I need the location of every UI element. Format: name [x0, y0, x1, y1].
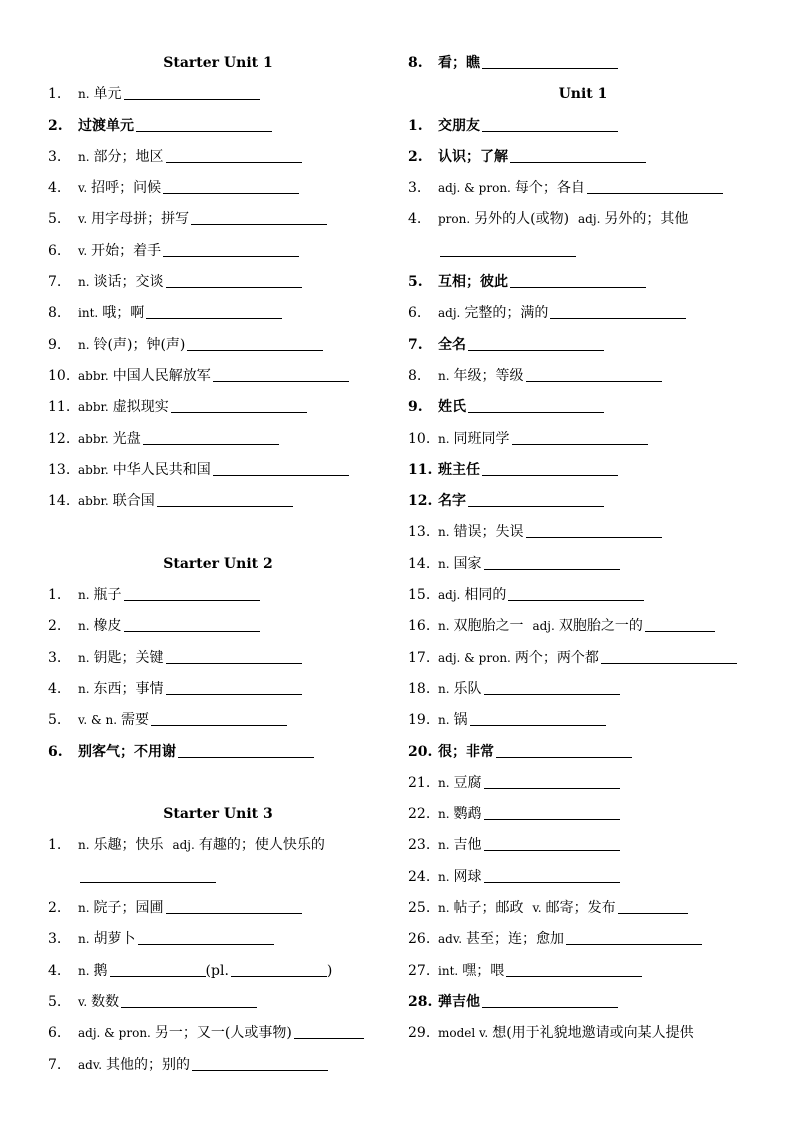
- right-column: [408, 48, 758, 1050]
- item-number: 3.: [48, 649, 62, 666]
- item-number: 7.: [408, 336, 423, 353]
- answer-blank[interactable]: [166, 273, 302, 288]
- item-number: 12.: [408, 493, 433, 510]
- item-number: 18.: [408, 680, 431, 697]
- part-of-speech: n.: [78, 838, 90, 853]
- item-number: 3.: [48, 931, 62, 948]
- item-meaning: 名字: [438, 493, 466, 510]
- part-of-speech: n.: [78, 149, 90, 164]
- item-meaning: 东西；事情: [93, 680, 164, 697]
- answer-blank[interactable]: [587, 179, 723, 194]
- part-of-speech: n.: [78, 275, 90, 290]
- item-meaning: 开始；着手: [91, 242, 162, 259]
- part-of-speech: n.: [78, 901, 90, 916]
- item-number: 6.: [48, 743, 63, 760]
- item-meaning: 相同的: [464, 587, 507, 604]
- item-meaning: 数数: [91, 993, 120, 1010]
- vocab-item: [48, 830, 388, 861]
- item-number: 25.: [408, 900, 431, 917]
- answer-blank[interactable]: [482, 993, 618, 1008]
- part-of-speech: n.: [78, 337, 90, 352]
- part-of-speech: n.: [78, 619, 90, 634]
- vocab-item: [48, 204, 388, 235]
- item-meaning: 联合国: [112, 493, 155, 510]
- part-of-speech: v.: [78, 212, 88, 227]
- item-number: 14.: [48, 493, 71, 510]
- answer-blank[interactable]: [231, 962, 327, 977]
- item-number: 7.: [48, 274, 62, 291]
- vocab-item: [408, 392, 758, 423]
- item-meaning: 胡萝卜: [93, 931, 136, 948]
- item-number: 20.: [408, 743, 433, 760]
- vocab-item: [48, 361, 388, 392]
- vocab-item: [48, 392, 388, 423]
- answer-blank[interactable]: [171, 398, 307, 413]
- answer-blank[interactable]: [512, 430, 648, 445]
- vocab-item: [408, 956, 758, 987]
- part-of-speech: pron.: [438, 212, 471, 227]
- item-meaning: 国家: [453, 555, 482, 572]
- answer-blank[interactable]: [482, 117, 618, 132]
- answer-blank[interactable]: [526, 367, 662, 382]
- vocab-item: [48, 987, 388, 1018]
- item-number: 5.: [48, 993, 62, 1010]
- item-number: 15.: [408, 587, 431, 604]
- vocab-item: [408, 330, 758, 361]
- part-of-speech: n.: [78, 588, 90, 603]
- section-title: Starter Unit 2: [163, 555, 273, 572]
- item-number: 6.: [408, 305, 422, 322]
- vocab-item: [408, 455, 758, 486]
- section-gap: [48, 768, 388, 799]
- plural-label: (pl.: [205, 962, 229, 979]
- item-meaning: 双胞胎之一: [453, 618, 524, 635]
- part-of-speech: n.: [438, 619, 450, 634]
- answer-blank[interactable]: [138, 930, 274, 945]
- item-number: 23.: [408, 837, 431, 854]
- answer-blank[interactable]: [80, 868, 216, 883]
- part-of-speech: model v.: [438, 1026, 489, 1041]
- part-of-speech: n.: [438, 368, 450, 383]
- part-of-speech: adj.: [438, 306, 461, 321]
- item-number: 13.: [48, 461, 71, 478]
- item-number: 5.: [48, 211, 62, 228]
- answer-blank[interactable]: [526, 523, 662, 538]
- vocab-item: [408, 204, 758, 235]
- item-number: 4.: [48, 962, 62, 979]
- part-of-speech: v.: [78, 994, 88, 1009]
- answer-blank[interactable]: [482, 461, 618, 476]
- item-number: 10.: [408, 430, 431, 447]
- vocab-item: [48, 111, 388, 142]
- part-of-speech: v.: [532, 901, 542, 916]
- answer-blank[interactable]: [166, 899, 302, 914]
- answer-blank[interactable]: [550, 304, 686, 319]
- vocab-item: [48, 924, 388, 955]
- item-number: 4.: [408, 211, 422, 228]
- vocab-item: [48, 611, 388, 642]
- vocab-item: [48, 267, 388, 298]
- item-meaning: 班主任: [438, 461, 480, 478]
- part-of-speech: n.: [438, 556, 450, 571]
- item-meaning: 虚拟现实: [112, 399, 169, 416]
- section-title: Unit 1: [558, 86, 608, 103]
- part-of-speech: n.: [438, 869, 450, 884]
- answer-blank[interactable]: [124, 85, 260, 100]
- answer-blank[interactable]: [566, 930, 702, 945]
- answer-blank[interactable]: [468, 492, 604, 507]
- answer-blank[interactable]: [178, 743, 314, 758]
- item-number: 14.: [408, 555, 431, 572]
- part-of-speech: int.: [438, 963, 459, 978]
- item-number: 2.: [408, 148, 423, 165]
- vocab-item: [408, 643, 758, 674]
- item-meaning: 另外的人(或物): [474, 211, 570, 228]
- plural-close: ): [326, 962, 333, 979]
- vocab-item: [48, 643, 388, 674]
- answer-blank[interactable]: [191, 210, 327, 225]
- part-of-speech: n.: [438, 431, 450, 446]
- answer-blank[interactable]: [136, 117, 272, 132]
- item-number: 1.: [408, 117, 423, 134]
- item-number: 27.: [408, 962, 431, 979]
- item-number: 21.: [408, 774, 431, 791]
- item-meaning: 想(用于礼貌地邀请或向某人提供: [492, 1025, 694, 1042]
- part-of-speech: adj.: [438, 588, 461, 603]
- section-title: Starter Unit 3: [163, 806, 273, 823]
- answer-blank[interactable]: [484, 555, 620, 570]
- part-of-speech: n.: [438, 713, 450, 728]
- item-number: 8.: [408, 55, 423, 71]
- item-meaning: 帖子；邮政: [453, 900, 524, 917]
- item-number: 2.: [48, 618, 62, 635]
- item-meaning: 认识；了解: [438, 148, 508, 165]
- item-meaning: 完整的；满的: [464, 305, 549, 322]
- part-of-speech: v. & n.: [78, 713, 118, 728]
- vocab-item: [48, 142, 388, 173]
- item-meaning: 鹦鹉: [453, 806, 482, 823]
- part-of-speech: int.: [78, 306, 99, 321]
- item-meaning: 单元: [93, 86, 122, 103]
- answer-blank[interactable]: [484, 805, 620, 820]
- part-of-speech: adv.: [438, 932, 463, 947]
- vocab-item: [408, 173, 758, 204]
- answer-blank[interactable]: [470, 711, 606, 726]
- part-of-speech: n.: [78, 87, 90, 102]
- answer-blank[interactable]: [157, 492, 293, 507]
- item-number: 6.: [48, 242, 62, 259]
- item-meaning: 全名: [438, 336, 466, 353]
- vocab-item: [408, 48, 758, 79]
- vocab-item: [408, 611, 758, 642]
- vocab-item: [408, 549, 758, 580]
- vocab-item: [48, 455, 388, 486]
- item-number: 22.: [408, 806, 431, 823]
- part-of-speech: adv.: [78, 1057, 103, 1072]
- answer-blank[interactable]: [187, 336, 323, 351]
- vocab-item: [408, 893, 758, 924]
- item-meaning: 瓶子: [93, 587, 122, 604]
- item-meaning: 橡皮: [93, 618, 122, 635]
- vocab-item: [408, 267, 758, 298]
- part-of-speech: n.: [438, 681, 450, 696]
- answer-blank[interactable]: [294, 1024, 364, 1039]
- answer-blank[interactable]: [468, 336, 604, 351]
- item-number: 3.: [48, 148, 62, 165]
- vocab-item: [408, 486, 758, 517]
- item-number: 24.: [408, 868, 431, 885]
- item-meaning: 吉他: [453, 837, 482, 854]
- item-meaning: 谈话；交谈: [93, 274, 164, 291]
- item-meaning: 姓氏: [438, 399, 466, 416]
- item-number: 2.: [48, 117, 63, 134]
- vocab-item: [408, 580, 758, 611]
- part-of-speech: adj. & pron.: [438, 650, 511, 665]
- item-meaning: 两个；两个都: [514, 649, 599, 666]
- answer-blank[interactable]: [601, 649, 737, 664]
- vocab-item-continuation: [48, 862, 388, 893]
- answer-blank[interactable]: [110, 962, 206, 977]
- item-meaning: 双胞胎之一的: [558, 618, 643, 635]
- answer-blank[interactable]: [482, 54, 618, 69]
- answer-blank[interactable]: [163, 179, 299, 194]
- part-of-speech: n.: [438, 901, 450, 916]
- item-number: 1.: [48, 86, 62, 103]
- vocab-item: [408, 1018, 758, 1049]
- answer-blank[interactable]: [440, 242, 576, 257]
- vocab-item: [408, 111, 758, 142]
- vocab-item-continuation: [408, 236, 758, 267]
- item-number: 9.: [408, 399, 423, 416]
- item-meaning: 邮寄；发布: [545, 900, 616, 917]
- answer-blank[interactable]: [618, 899, 688, 914]
- item-meaning: 别客气；不用谢: [78, 743, 176, 760]
- item-number: 8.: [408, 367, 422, 384]
- answer-blank[interactable]: [484, 680, 620, 695]
- vocab-item: [48, 79, 388, 110]
- item-number: 5.: [48, 712, 62, 729]
- vocab-item: [48, 486, 388, 517]
- item-number: 28.: [408, 993, 433, 1010]
- item-number: 11.: [408, 461, 433, 478]
- part-of-speech: n.: [438, 775, 450, 790]
- item-meaning: 有趣的；使人快乐的: [198, 837, 325, 854]
- vocab-item: [408, 424, 758, 455]
- item-number: 2.: [48, 900, 62, 917]
- section-title: Starter Unit 1: [163, 55, 273, 71]
- item-meaning: 互相；彼此: [438, 274, 508, 291]
- item-meaning: 豆腐: [453, 774, 482, 791]
- item-meaning: 另外的；其他: [604, 211, 689, 228]
- part-of-speech: adj.: [532, 619, 555, 634]
- answer-blank[interactable]: [484, 836, 620, 851]
- item-number: 3.: [408, 180, 422, 197]
- answer-blank[interactable]: [213, 367, 349, 382]
- vocab-item: [48, 674, 388, 705]
- item-number: 17.: [408, 649, 431, 666]
- vocab-item: [408, 799, 758, 830]
- part-of-speech: v.: [78, 181, 88, 196]
- item-meaning: 每个；各自: [514, 180, 585, 197]
- vocab-item: [48, 298, 388, 329]
- vocab-item: [408, 705, 758, 736]
- item-meaning: 哦；啊: [102, 305, 145, 322]
- item-meaning: 乐趣；快乐: [93, 837, 164, 854]
- vocab-item: [48, 330, 388, 361]
- item-meaning: 其他的；别的: [106, 1056, 191, 1073]
- item-number: 1.: [48, 587, 62, 604]
- vocab-item: [48, 705, 388, 736]
- item-meaning: 需要: [121, 712, 150, 729]
- answer-blank[interactable]: [468, 398, 604, 413]
- vocab-item: [408, 674, 758, 705]
- item-meaning: 部分；地区: [93, 148, 164, 165]
- answer-blank[interactable]: [484, 868, 620, 883]
- part-of-speech: adj. & pron.: [78, 1026, 151, 1041]
- vocab-item: [408, 830, 758, 861]
- item-meaning: 交朋友: [438, 117, 480, 134]
- item-number: 5.: [408, 274, 423, 291]
- answer-blank[interactable]: [510, 273, 646, 288]
- answer-blank[interactable]: [166, 649, 302, 664]
- item-meaning: 中国人民解放军: [112, 367, 211, 384]
- item-meaning: 年级；等级: [453, 367, 524, 384]
- vocab-item: [408, 517, 758, 548]
- answer-blank[interactable]: [143, 430, 279, 445]
- vocab-item: [48, 236, 388, 267]
- answer-blank[interactable]: [192, 1056, 328, 1071]
- answer-blank[interactable]: [151, 711, 287, 726]
- vocab-item: [408, 924, 758, 955]
- vocab-item: [48, 737, 388, 768]
- item-number: 8.: [48, 305, 62, 322]
- vocab-item: [408, 862, 758, 893]
- part-of-speech: abbr.: [78, 368, 109, 383]
- item-meaning: 铃(声)；钟(声): [93, 336, 186, 353]
- part-of-speech: n.: [438, 838, 450, 853]
- answer-blank[interactable]: [166, 680, 302, 695]
- item-meaning: 中华人民共和国: [112, 461, 211, 478]
- item-meaning: 院子；园圃: [93, 900, 164, 917]
- vocab-item: [48, 424, 388, 455]
- answer-blank[interactable]: [510, 148, 646, 163]
- part-of-speech: adj. & pron.: [438, 181, 511, 196]
- answer-blank[interactable]: [146, 304, 282, 319]
- item-meaning: 嘿；喂: [462, 962, 505, 979]
- answer-blank[interactable]: [506, 962, 642, 977]
- item-number: 4.: [48, 680, 62, 697]
- vocab-item: [48, 580, 388, 611]
- vocab-item: [408, 768, 758, 799]
- vocab-item: [408, 737, 758, 768]
- part-of-speech: abbr.: [78, 400, 109, 415]
- part-of-speech: abbr.: [78, 431, 109, 446]
- answer-blank[interactable]: [484, 774, 620, 789]
- item-number: 9.: [48, 336, 62, 353]
- part-of-speech: n.: [78, 932, 90, 947]
- part-of-speech: adj.: [172, 838, 195, 853]
- answer-blank[interactable]: [124, 617, 260, 632]
- answer-blank[interactable]: [496, 743, 632, 758]
- vocab-item: [48, 893, 388, 924]
- vocab-item: [408, 987, 758, 1018]
- item-meaning: 看；瞧: [438, 55, 480, 71]
- answer-blank[interactable]: [645, 617, 715, 632]
- part-of-speech: adj.: [578, 212, 601, 227]
- vocab-item: [48, 173, 388, 204]
- item-number: 26.: [408, 931, 431, 948]
- vocab-item: [48, 956, 388, 987]
- item-meaning: 锅: [453, 712, 468, 729]
- item-number: 16.: [408, 618, 431, 635]
- item-meaning: 甚至；连；愈加: [466, 931, 565, 948]
- vocab-item: [48, 1018, 388, 1049]
- item-number: 7.: [48, 1056, 62, 1073]
- item-number: 10.: [48, 367, 71, 384]
- vocab-item: [408, 142, 758, 173]
- part-of-speech: v.: [78, 243, 88, 258]
- item-meaning: 弹吉他: [438, 993, 480, 1010]
- answer-blank[interactable]: [163, 242, 299, 257]
- part-of-speech: n.: [438, 525, 450, 540]
- part-of-speech: abbr.: [78, 462, 109, 477]
- item-meaning: 用字母拼；拼写: [91, 211, 190, 228]
- item-number: 1.: [48, 837, 62, 854]
- part-of-speech: n.: [78, 681, 90, 696]
- left-column: [48, 48, 388, 1081]
- item-meaning: 乐队: [453, 680, 482, 697]
- item-number: 29.: [408, 1025, 431, 1042]
- vocab-item: [408, 298, 758, 329]
- item-meaning: 同班同学: [453, 430, 510, 447]
- item-number: 19.: [408, 712, 431, 729]
- answer-blank[interactable]: [121, 993, 257, 1008]
- part-of-speech: n.: [78, 963, 90, 978]
- item-number: 11.: [48, 399, 71, 416]
- item-meaning: 网球: [453, 868, 482, 885]
- item-number: 4.: [48, 180, 62, 197]
- item-meaning: 很；非常: [438, 743, 494, 760]
- item-meaning: 钥匙；关键: [93, 649, 164, 666]
- item-number: 12.: [48, 430, 71, 447]
- part-of-speech: n.: [78, 650, 90, 665]
- item-meaning: 错误；失误: [453, 524, 524, 541]
- answer-blank[interactable]: [213, 461, 349, 476]
- item-meaning: 过渡单元: [78, 117, 134, 134]
- part-of-speech: n.: [438, 807, 450, 822]
- answer-blank[interactable]: [166, 148, 302, 163]
- part-of-speech: abbr.: [78, 494, 109, 509]
- item-number: 6.: [48, 1025, 62, 1042]
- item-meaning: 招呼；问候: [91, 180, 162, 197]
- section-gap: [48, 517, 388, 548]
- answer-blank[interactable]: [124, 586, 260, 601]
- vocab-item: [408, 361, 758, 392]
- item-meaning: 另一；又一(人或事物): [154, 1025, 292, 1042]
- item-meaning: 鹅: [93, 962, 108, 979]
- vocab-item: [48, 1050, 388, 1081]
- item-number: 13.: [408, 524, 431, 541]
- answer-blank[interactable]: [508, 586, 644, 601]
- item-meaning: 光盘: [112, 430, 141, 447]
